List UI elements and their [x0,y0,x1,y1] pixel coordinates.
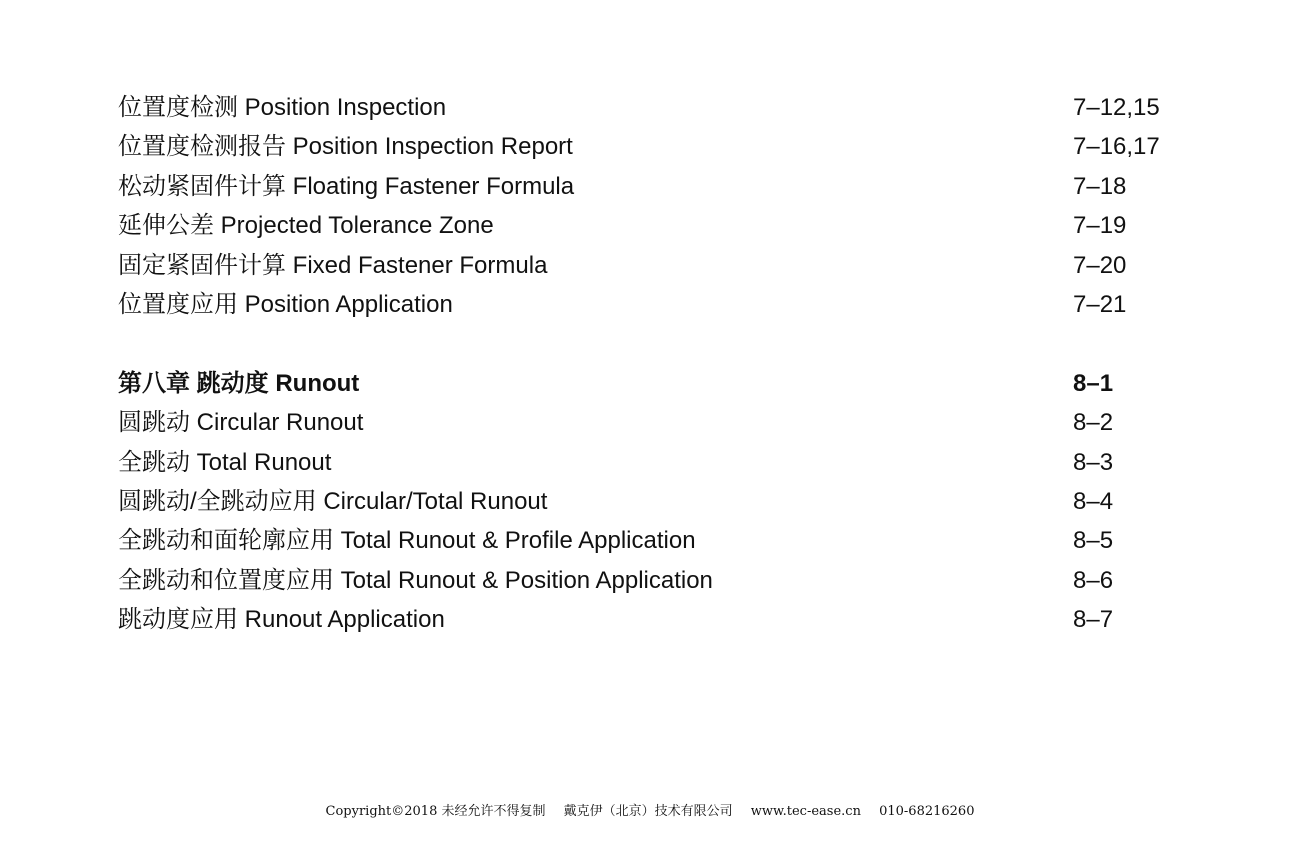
toc-entry-title: 位置度检测报告 Position Inspection Report [118,133,573,161]
toc-row [118,403,1198,442]
footer-copyright: Copyright©2018 未经允许不得复制 [325,804,546,819]
toc-row [118,285,1198,324]
page-footer [0,800,1300,819]
toc-entry-page: 8–5 [1073,527,1114,555]
toc-entry-page: 7–19 [1073,212,1127,240]
table-of-contents [118,88,1198,639]
toc-row [118,600,1198,639]
toc-entry-page: 8–6 [1073,566,1114,594]
toc-entry-title: 延伸公差 Projected Tolerance Zone [118,212,494,240]
footer-website: www.tec-ease.cn [750,804,861,819]
toc-entry-page: 8–2 [1073,409,1114,437]
toc-row [118,482,1198,521]
toc-entry-title: 全跳动 Total Runout [118,448,332,476]
toc-entry-page: 8–3 [1073,448,1114,476]
toc-entry-page: 8–7 [1073,606,1114,634]
footer-company: 戴克伊（北京）技术有限公司 [563,804,733,819]
toc-row [118,167,1198,206]
chapter-title: 第八章 跳动度 Runout [118,369,360,397]
footer-phone: 010-68216260 [879,804,975,819]
toc-entry-title: 固定紧固件计算 Fixed Fastener Formula [118,251,548,279]
toc-entry-title: 位置度检测 Position Inspection [118,94,447,121]
toc-entry-page: 7–21 [1073,290,1127,318]
toc-entry-title: 松动紧固件计算 Floating Fastener Formula [118,172,575,200]
section-spacer [118,324,1198,363]
toc-entry-title: 位置度应用 Position Application [118,290,453,318]
toc-row [118,246,1198,285]
chapter-page: 8–1 [1073,369,1114,397]
toc-row [118,443,1198,482]
toc-row [118,127,1198,166]
toc-entry-title: 圆跳动 Circular Runout [118,409,364,437]
toc-entry-page: 7–20 [1073,251,1127,279]
toc-entry-title: 全跳动和位置度应用 Total Runout & Position Application [118,566,713,594]
toc-entry-page: 7–16,17 [1073,133,1160,161]
toc-row [118,521,1198,560]
toc-entry-title: 圆跳动/全跳动应用 Circular/Total Runout [118,487,548,515]
toc-entry-title: 跳动度应用 Runout Application [118,606,445,634]
toc-entry-page: 7–18 [1073,172,1127,200]
toc-entry-page: 7–12,15 [1073,94,1160,121]
toc-row [118,206,1198,245]
toc-row [118,88,1198,127]
toc-entry-title: 全跳动和面轮廓应用 Total Runout & Profile Application [118,527,696,555]
chapter-heading-row [118,364,1198,403]
toc-entry-page: 8–4 [1073,487,1114,515]
toc-row [118,561,1198,600]
